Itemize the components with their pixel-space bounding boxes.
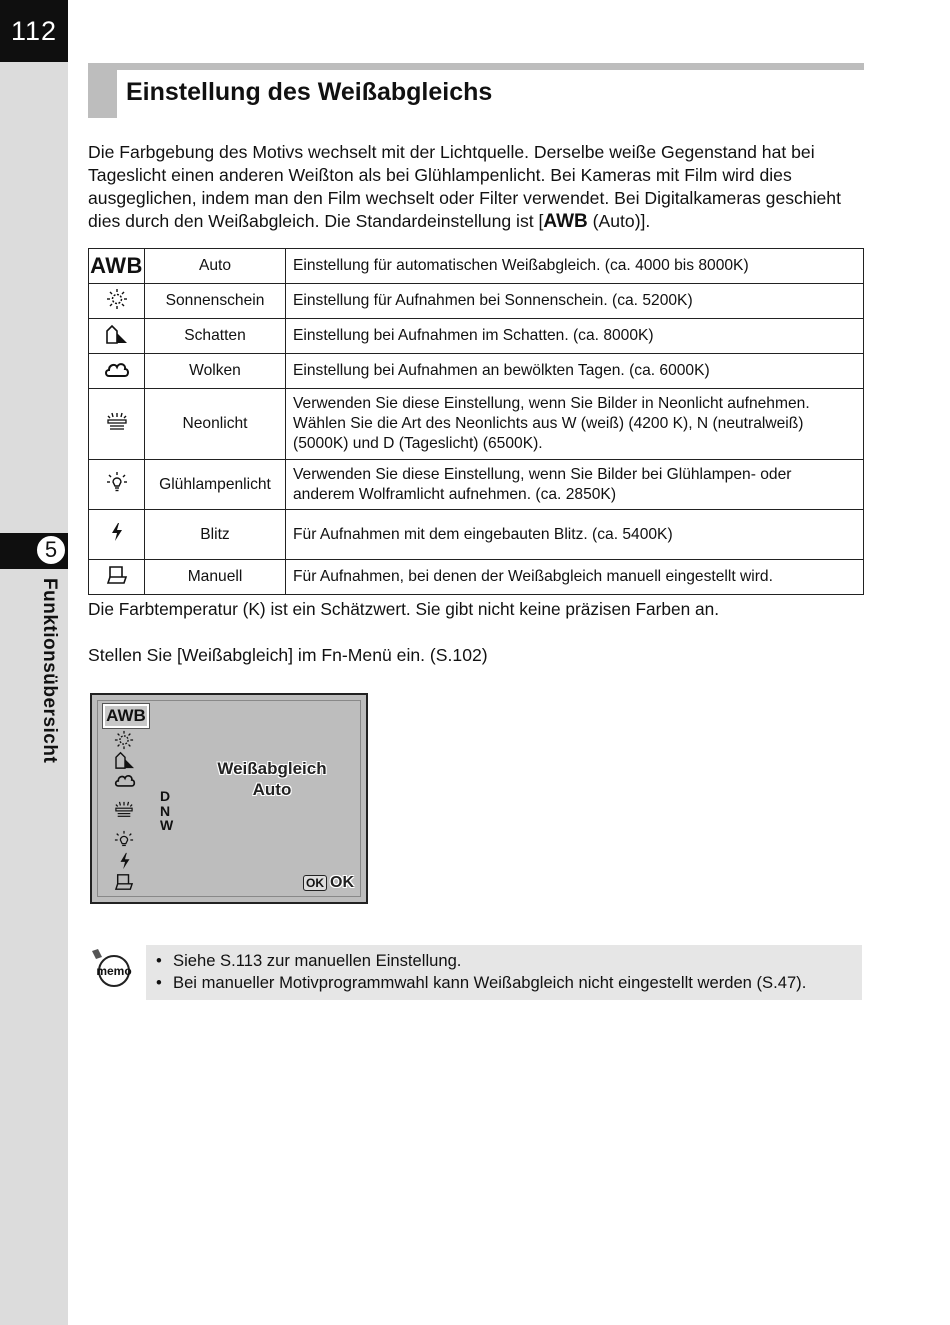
awb-icon: AWB xyxy=(89,249,145,284)
camera-screen xyxy=(90,693,368,904)
table-row xyxy=(89,319,864,354)
intro-paragraph xyxy=(88,141,868,233)
fluorescent-icon[interactable] xyxy=(114,801,134,819)
page-number: 112 xyxy=(0,0,68,62)
mode-name: Schatten xyxy=(145,319,286,354)
screen-subtitle: Auto xyxy=(252,780,292,799)
fluorescent-option-d[interactable]: D xyxy=(160,788,171,804)
list-item: • Bei manueller Motivprogrammwahl kann Weißabgleich nicht eingestellt werden (S.47). xyxy=(156,972,862,994)
flash-icon[interactable] xyxy=(118,852,132,870)
mode-description: Verwenden Sie diese Einstellung, wenn Sie Bilder bei Glühlampen- oder anderem Wolframlicht aufnehmen. (ca. 2850K) xyxy=(286,460,864,510)
tungsten-icon[interactable] xyxy=(114,830,134,850)
mode-name: Manuell xyxy=(145,560,286,595)
shade-icon[interactable] xyxy=(114,751,136,769)
mode-name: Blitz xyxy=(145,510,286,560)
table-row xyxy=(89,510,864,560)
memo-box xyxy=(146,945,862,1000)
mode-description: Einstellung bei Aufnahmen im Schatten. (ca. 8000K) xyxy=(286,319,864,354)
fluorescent-option-n[interactable]: N xyxy=(160,803,171,819)
title-bar xyxy=(88,63,864,70)
fluorescent-icon xyxy=(89,389,145,460)
instruction-text: Stellen Sie [Weißabgleich] im Fn-Menü ein. (S.102) xyxy=(88,645,488,665)
mode-description: Einstellung für Aufnahmen bei Sonnenschein. (ca. 5200K) xyxy=(286,284,864,319)
mode-description: Verwenden Sie diese Einstellung, wenn Sie Bilder in Neonlicht aufnehmen. Wählen Sie die Art des Neonlichts aus W (weiß) (4200 K), N (neutralweiß) (5000K) und D (Tageslicht) (6500K). xyxy=(286,389,864,460)
manual-icon xyxy=(89,560,145,595)
ok-button[interactable] xyxy=(303,874,354,892)
table-row xyxy=(89,560,864,595)
section-title: Einstellung des Weißabgleichs xyxy=(126,78,493,106)
svg-text:memo: memo xyxy=(96,964,132,978)
sun-icon[interactable] xyxy=(114,730,134,750)
temperature-note: Die Farbtemperatur (K) ist ein Schätzwert. Sie gibt nicht keine präzisen Farben an. xyxy=(88,599,720,619)
mode-description: Für Aufnahmen, bei denen der Weißabgleich manuell eingestellt wird. xyxy=(286,560,864,595)
sun-icon xyxy=(89,284,145,319)
fluorescent-option-w[interactable]: W xyxy=(160,817,174,833)
table-row xyxy=(89,249,864,284)
ok-key-icon: OK xyxy=(303,875,327,891)
mode-name: Auto xyxy=(145,249,286,284)
awb-inline-icon: AWB xyxy=(543,211,588,232)
title-bar-accent xyxy=(88,63,117,118)
intro-text: Die Farbgebung des Motivs wechselt mit der Lichtquelle. Derselbe weiße Gegenstand hat bei Tageslicht einen anderen Weißton als bei Glühlampenlicht. Bei Kameras mit Film wird dies ausgeglichen, indem man den Film wechselt oder Filter verwendet. Bei Digitalkameras geschieht dies durch den Weißabgleich. Die Standardeinstellung ist [ xyxy=(88,142,841,231)
table-row xyxy=(89,460,864,510)
chapter-number: 5 xyxy=(36,535,66,565)
ok-label: OK xyxy=(330,874,354,891)
table-row xyxy=(89,284,864,319)
intro-end: (Auto)]. xyxy=(587,211,651,231)
mode-description: Für Aufnahmen mit dem eingebauten Blitz. (ca. 5400K) xyxy=(286,510,864,560)
cloud-icon xyxy=(89,354,145,389)
list-item: • Siehe S.113 zur manuellen Einstellung. xyxy=(156,950,862,972)
table-row xyxy=(89,389,864,460)
mode-description: Einstellung für automatischen Weißabgleich. (ca. 4000 bis 8000K) xyxy=(286,249,864,284)
chapter-title: Funktionsübersicht xyxy=(39,578,60,764)
awb-selected-icon[interactable]: AWB xyxy=(103,704,149,728)
mode-name: Neonlicht xyxy=(145,389,286,460)
table-row xyxy=(89,354,864,389)
mode-name: Wolken xyxy=(145,354,286,389)
memo-list xyxy=(146,945,862,994)
tungsten-icon xyxy=(89,460,145,510)
cloud-icon[interactable] xyxy=(114,771,136,789)
mode-description: Einstellung bei Aufnahmen an bewölkten Tagen. (ca. 6000K) xyxy=(286,354,864,389)
memo-icon xyxy=(90,947,134,987)
flash-icon xyxy=(89,510,145,560)
shade-icon xyxy=(89,319,145,354)
mode-name: Glühlampenlicht xyxy=(145,460,286,510)
mode-name: Sonnenschein xyxy=(145,284,286,319)
white-balance-table xyxy=(88,248,864,595)
manual-icon[interactable] xyxy=(114,873,134,891)
screen-title: Weißabgleich xyxy=(217,759,327,778)
